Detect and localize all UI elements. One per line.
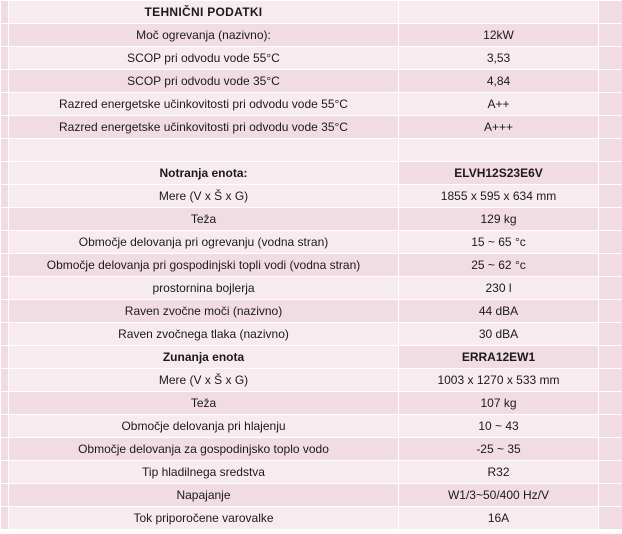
- spec-label: prostornina bojlerja: [9, 277, 399, 300]
- spec-value: 30 dBA: [399, 323, 599, 346]
- spec-value: 230 l: [399, 277, 599, 300]
- spec-label: Območje delovanja pri hlajenju: [9, 415, 399, 438]
- table-row: [1, 231, 622, 254]
- row-gutter-right: [599, 162, 622, 185]
- table-row: [1, 369, 622, 392]
- table-row: [1, 208, 622, 231]
- table-row: [1, 24, 622, 47]
- spec-value: 1855 x 595 x 634 mm: [399, 185, 599, 208]
- table-row: [1, 300, 622, 323]
- spec-value: W1/3~50/400 Hz/V: [399, 484, 599, 507]
- spec-value: A++: [399, 93, 599, 116]
- spec-value: 1003 x 1270 x 533 mm: [399, 369, 599, 392]
- table-row: [1, 116, 622, 139]
- row-gutter-left: [1, 185, 9, 208]
- row-gutter-right: [599, 24, 622, 47]
- spec-value: 16A: [399, 507, 599, 530]
- row-gutter-left: [1, 70, 9, 93]
- row-gutter-left: [1, 323, 9, 346]
- table-row: [1, 392, 622, 415]
- section-header-label: Zunanja enota: [9, 346, 399, 369]
- table-row: [1, 162, 622, 185]
- row-gutter-right: [599, 116, 622, 139]
- spec-value: [399, 1, 599, 24]
- spec-value: -25 ~ 35: [399, 438, 599, 461]
- spec-value: A+++: [399, 116, 599, 139]
- row-gutter-left: [1, 484, 9, 507]
- spec-value: 12kW: [399, 24, 599, 47]
- table-row: [1, 484, 622, 507]
- row-gutter-right: [599, 438, 622, 461]
- section-header-value: ERRA12EW1: [399, 346, 599, 369]
- spec-label: Območje delovanja za gospodinjsko toplo vodo: [9, 438, 399, 461]
- row-gutter-left: [1, 254, 9, 277]
- table-row: [1, 507, 622, 530]
- row-gutter-right: [599, 392, 622, 415]
- row-gutter-right: [599, 93, 622, 116]
- row-gutter-right: [599, 507, 622, 530]
- spec-label: Razred energetske učinkovitosti pri odvodu vode 35°C: [9, 116, 399, 139]
- spec-label: Raven zvočnega tlaka (nazivno): [9, 323, 399, 346]
- spec-value: 129 kg: [399, 208, 599, 231]
- spec-value: 3,53: [399, 47, 599, 70]
- row-gutter-right: [599, 231, 622, 254]
- table-row: [1, 185, 622, 208]
- spec-label: Območje delovanja pri gospodinjski topli vodi (vodna stran): [9, 254, 399, 277]
- row-gutter-right: [599, 47, 622, 70]
- spec-label: Napajanje: [9, 484, 399, 507]
- section-header-label: Notranja enota:: [9, 162, 399, 185]
- spec-label: SCOP pri odvodu vode 35°C: [9, 70, 399, 93]
- row-gutter-left: [1, 231, 9, 254]
- spec-label: Moč ogrevanja (nazivno):: [9, 24, 399, 47]
- row-gutter-left: [1, 139, 9, 162]
- row-gutter-left: [1, 93, 9, 116]
- table-row: [1, 1, 622, 24]
- spec-value: 4,84: [399, 70, 599, 93]
- table-row: [1, 461, 622, 484]
- row-gutter-right: [599, 208, 622, 231]
- page-title: TEHNIČNI PODATKI: [9, 1, 399, 24]
- table-row: [1, 47, 622, 70]
- table-row: [1, 277, 622, 300]
- spec-value: R32: [399, 461, 599, 484]
- spec-label: Raven zvočne moči (nazivno): [9, 300, 399, 323]
- table-row: [1, 70, 622, 93]
- row-gutter-left: [1, 47, 9, 70]
- row-gutter-left: [1, 392, 9, 415]
- row-gutter-left: [1, 1, 9, 24]
- row-gutter-left: [1, 415, 9, 438]
- table-body: [1, 1, 622, 530]
- row-gutter-left: [1, 507, 9, 530]
- row-gutter-left: [1, 208, 9, 231]
- row-gutter-right: [599, 139, 622, 162]
- row-gutter-right: [599, 300, 622, 323]
- row-gutter-right: [599, 185, 622, 208]
- table-row: [1, 139, 622, 162]
- spec-label: Razred energetske učinkovitosti pri odvodu vode 55°C: [9, 93, 399, 116]
- spec-label: Območje delovanja pri ogrevanju (vodna stran): [9, 231, 399, 254]
- row-gutter-left: [1, 116, 9, 139]
- table-row: [1, 93, 622, 116]
- spec-value: 107 kg: [399, 392, 599, 415]
- spec-value: 15 ~ 65 °c: [399, 231, 599, 254]
- spec-value: 10 ~ 43: [399, 415, 599, 438]
- row-gutter-left: [1, 438, 9, 461]
- row-gutter-left: [1, 300, 9, 323]
- row-spacer-label: [9, 139, 399, 162]
- row-gutter-right: [599, 484, 622, 507]
- spec-label: Tok priporočene varovalke: [9, 507, 399, 530]
- row-gutter-left: [1, 461, 9, 484]
- row-gutter-right: [599, 70, 622, 93]
- table-row: [1, 438, 622, 461]
- row-gutter-right: [599, 1, 622, 24]
- table-row: [1, 254, 622, 277]
- row-gutter-right: [599, 254, 622, 277]
- table-row: [1, 346, 622, 369]
- spec-label: Tip hladilnega sredstva: [9, 461, 399, 484]
- row-gutter-right: [599, 415, 622, 438]
- spec-label: Teža: [9, 392, 399, 415]
- spec-value: 25 ~ 62 °c: [399, 254, 599, 277]
- spec-label: Teža: [9, 208, 399, 231]
- row-spacer-value: [399, 139, 599, 162]
- spec-label: SCOP pri odvodu vode 55°C: [9, 47, 399, 70]
- row-gutter-right: [599, 346, 622, 369]
- row-gutter-left: [1, 346, 9, 369]
- spec-value: 44 dBA: [399, 300, 599, 323]
- row-gutter-right: [599, 323, 622, 346]
- row-gutter-right: [599, 461, 622, 484]
- row-gutter-right: [599, 369, 622, 392]
- row-gutter-right: [599, 277, 622, 300]
- table-row: [1, 323, 622, 346]
- row-gutter-left: [1, 369, 9, 392]
- spec-label: Mere (V x Š x G): [9, 185, 399, 208]
- row-gutter-left: [1, 24, 9, 47]
- row-gutter-left: [1, 162, 9, 185]
- row-gutter-left: [1, 277, 9, 300]
- table-row: [1, 415, 622, 438]
- spec-label: Mere (V x Š x G): [9, 369, 399, 392]
- section-header-value: ELVH12S23E6V: [399, 162, 599, 185]
